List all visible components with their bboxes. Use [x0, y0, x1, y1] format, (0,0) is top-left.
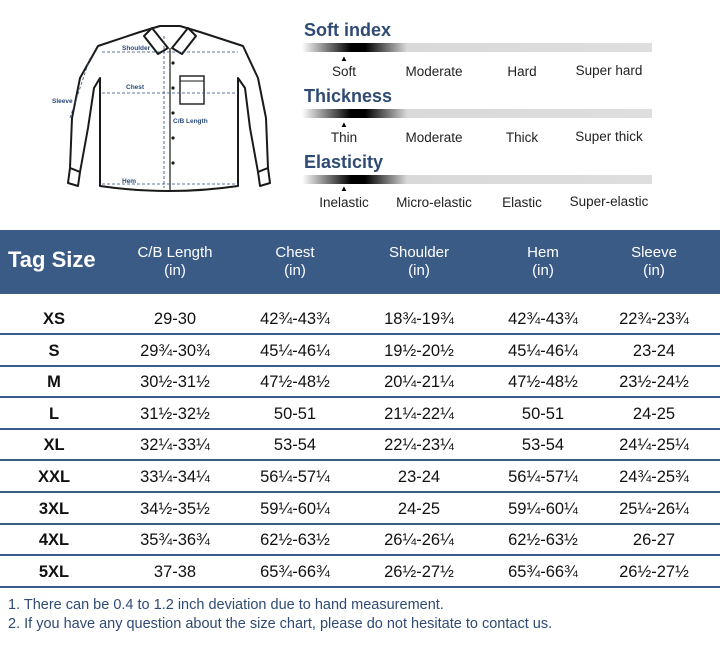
column-header-unit: (in) — [643, 262, 665, 279]
elasticity-marker-icon: ▲ — [340, 184, 348, 193]
measurement-cell: 24-25 — [632, 404, 676, 423]
measurement-cell: 24¾-25¾ — [619, 467, 689, 486]
column-header-name: Chest — [275, 244, 315, 261]
thickness-level: Thick — [505, 130, 539, 145]
tag-size-cell: 4XL — [38, 531, 70, 550]
elasticity-level: Inelastic — [319, 195, 369, 210]
thickness-level: Moderate — [405, 130, 463, 145]
measurement-cell: 65¾-66¾ — [260, 562, 330, 581]
measurement-cell: 22¾-23¾ — [619, 310, 689, 328]
tag-size-cell: 5XL — [38, 562, 70, 581]
measurement-cell: 42¾-43¾ — [508, 310, 578, 328]
measurement-cell: 45¼-46¼ — [260, 341, 330, 360]
column-header-shoulder — [389, 244, 449, 280]
tag-size-cell: S — [48, 341, 60, 360]
measurement-cell: 22¼-23¼ — [384, 436, 454, 455]
measurement-cell: 26½-27½ — [384, 562, 454, 581]
measurement-cell: 65¾-66¾ — [508, 562, 578, 581]
table-row — [0, 401, 720, 430]
measurement-cell: 32¼-33¼ — [140, 436, 210, 455]
thickness-level: Thin — [330, 130, 358, 145]
tag-size-cell: M — [47, 373, 61, 392]
thickness-level: Super thick — [575, 129, 643, 144]
measurement-cell: 23-24 — [632, 341, 676, 360]
column-header-unit: (in) — [284, 262, 306, 279]
tag-size-cell: L — [48, 404, 60, 423]
measurement-cell: 45¼-46¼ — [508, 341, 578, 360]
column-header-name: C/B Length — [137, 244, 213, 261]
measurement-cell: 56¼-57¼ — [260, 467, 330, 486]
table-row — [0, 464, 720, 493]
size-table-body — [0, 306, 720, 590]
measurement-cell: 62½-63½ — [260, 531, 330, 550]
soft-index-title: Soft index — [304, 20, 392, 40]
table-row — [0, 369, 720, 398]
measurement-cell: 23-24 — [397, 467, 441, 486]
shirt-measurement-diagram — [40, 18, 290, 198]
column-header-name: Shoulder — [388, 244, 450, 261]
tag-size-cell: 3XL — [38, 499, 70, 518]
tag-size-cell: XS — [42, 310, 66, 328]
column-header-unit: (in) — [164, 262, 186, 279]
column-header-name: Sleeve — [631, 244, 677, 261]
measurement-cell: 26-27 — [632, 531, 676, 550]
column-header-chest — [275, 244, 314, 280]
table-row — [0, 559, 720, 588]
measurement-cell: 33¼-34¼ — [140, 467, 210, 486]
thickness-title: Thickness — [304, 86, 393, 106]
measurement-cell: 42¾-43¾ — [260, 310, 330, 328]
tag-size-header: Tag Size — [8, 247, 96, 272]
measurement-cell: 50-51 — [521, 404, 565, 423]
measurement-cell: 30½-31½ — [140, 373, 210, 392]
measurement-cell: 21¼-22¼ — [384, 404, 454, 423]
chest-label: Chest — [126, 84, 145, 91]
measurement-cell: 47½-48½ — [508, 373, 578, 392]
soft-index-scale — [300, 20, 660, 82]
measurement-cell: 26¼-26¼ — [384, 531, 454, 550]
measurement-cell: 37-38 — [153, 562, 197, 581]
column-header-unit: (in) — [408, 262, 430, 279]
measurement-cell: 59¼-60¼ — [260, 499, 330, 518]
measurement-cell: 31½-32½ — [140, 404, 210, 423]
measurement-cell: 35¾-36¾ — [140, 531, 210, 550]
soft-index-level: Soft — [331, 64, 357, 79]
elasticity-scale — [300, 152, 660, 214]
measurement-cell: 34½-35½ — [140, 499, 210, 518]
soft-index-marker-icon: ▲ — [340, 54, 348, 63]
measurement-cell: 50-51 — [273, 404, 317, 423]
column-header-sleeve — [631, 244, 677, 280]
measurement-cell: 26½-27½ — [619, 562, 689, 581]
measurement-cell: 53-54 — [273, 436, 317, 455]
column-header-name: Hem — [527, 244, 559, 261]
measurement-cell: 59¼-60¼ — [508, 499, 578, 518]
thickness-bar — [302, 109, 652, 118]
shoulder-label: Shoulder — [122, 45, 151, 52]
measurement-cell: 20¼-21¼ — [384, 373, 454, 392]
table-row — [0, 432, 720, 461]
table-row — [0, 338, 720, 367]
measurement-cell: 25¼-26¼ — [619, 499, 689, 518]
tag-size-cell: XL — [43, 436, 65, 455]
size-chart-notes — [8, 596, 552, 634]
cb-length-label: C/B Length — [173, 118, 208, 125]
elasticity-level: Micro-elastic — [396, 195, 472, 210]
measurement-cell: 24-25 — [397, 499, 441, 518]
column-header-cb-length — [137, 244, 212, 280]
table-row — [0, 306, 720, 335]
shirt-outline-icon — [40, 18, 290, 198]
soft-index-bar — [302, 43, 652, 52]
measurement-cell: 62½-63½ — [508, 531, 578, 550]
soft-index-level: Moderate — [405, 64, 463, 79]
soft-index-level: Hard — [507, 64, 537, 79]
measurement-cell: 24¼-25¼ — [619, 436, 689, 455]
elasticity-bar — [302, 175, 652, 184]
column-header-hem — [527, 244, 559, 280]
thickness-marker-icon: ▲ — [340, 120, 348, 129]
measurement-cell: 53-54 — [521, 436, 565, 455]
note-line: 1. There can be 0.4 to 1.2 inch deviation due to hand measurement. — [8, 597, 444, 613]
measurement-cell: 47½-48½ — [260, 373, 330, 392]
column-header-unit: (in) — [532, 262, 554, 279]
measurement-cell: 23½-24½ — [619, 373, 689, 392]
size-table-header — [0, 230, 720, 294]
elasticity-level: Elastic — [502, 195, 542, 210]
measurement-cell: 29¾-30¾ — [140, 341, 210, 360]
note-line: 2. If you have any question about the size chart, please do not hesitate to contact us. — [8, 616, 553, 632]
table-row — [0, 527, 720, 556]
measurement-cell: 19½-20½ — [384, 341, 454, 360]
sleeve-label: Sleeve — [52, 98, 73, 105]
elasticity-level: Super-elastic — [569, 194, 649, 209]
table-row — [0, 496, 720, 525]
measurement-cell: 18¾-19¾ — [384, 310, 454, 328]
soft-index-level: Super hard — [575, 63, 643, 78]
hem-label: Hem — [122, 178, 137, 185]
measurement-cell: 29-30 — [153, 310, 197, 328]
thickness-scale — [300, 86, 660, 148]
measurement-cell: 56¼-57¼ — [508, 467, 578, 486]
tag-size-cell: XXL — [37, 467, 71, 486]
elasticity-title: Elasticity — [304, 152, 384, 172]
